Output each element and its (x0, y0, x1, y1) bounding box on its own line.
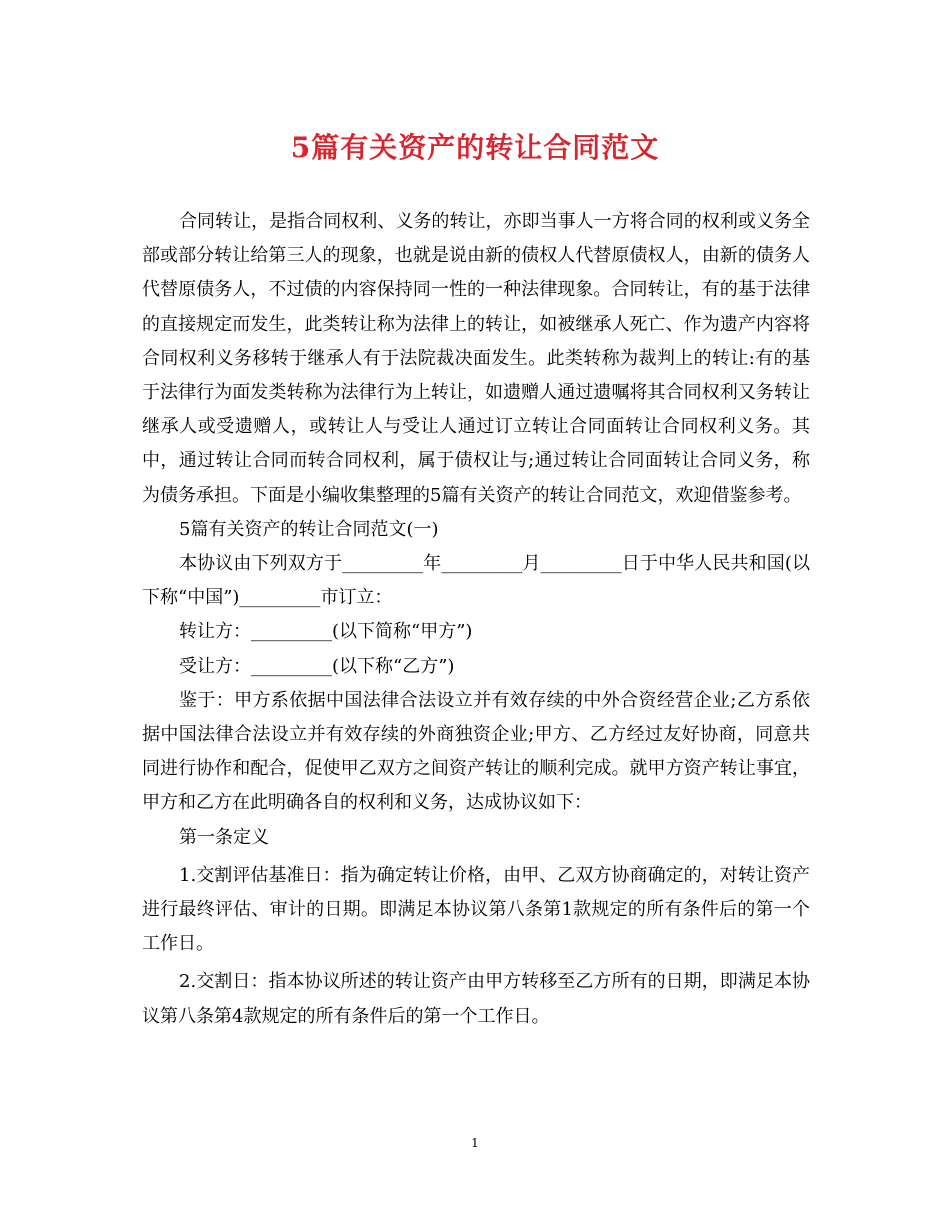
agreement-date-paragraph: 本协议由下列双方于_________年_________月_________日于中华人民共和国(以下称“中国”)_________市订立： (142, 553, 810, 609)
transferee-line: 受让方：_________(以下称“乙方”) (179, 655, 455, 677)
article-one-heading: 第一条定义 (179, 826, 269, 848)
intro-paragraph: 合同转让，是指合同权利、义务的转让，亦即当事人一方将合同的权利或义务全部或部分转让给第三人的现象，也就是说由新的债权人代替原债权人，由新的债务人代替原债务人，不过债的内容保持同一性的一种法律现象。合同转让，有的基于法律的直接规定而发生，此类转让称为法律上的转让，如被继承人死亡、作为遗产内容将合同权利义务移转于继承人有于法院裁决面发生。此类转称为裁判上的转让:有的基于法律行为面发类转称为法律行为上转让，如遗赠人通过遗嘱将其合同权利又务转让继承人或受遗赠人，或转让人与受让人通过订立转让合同面转让合同权利义务。其中，通过转让合同而转合同权利，属于债权让与;通过转让合同面转让合同义务，称为债务承担。下面是小编收集整理的5篇有关资产的转让合同范文，欢迎借鉴参考。 (142, 211, 810, 506)
transferor-line: 转让方：_________(以下简称“甲方”) (179, 621, 473, 643)
whereas-paragraph: 鉴于：甲方系依据中国法律合法设立并有效存续的中外合资经营企业;乙方系依据中国法律合法设立并有效存续的外商独资企业;甲方、乙方经过友好协商，同意共同进行协作和配合，促使甲乙双方之间资产转让的顺利完成。就甲方资产转让事宜，甲方和乙方在此明确各自的权利和义务，达成协议如下： (142, 689, 810, 814)
document-body (142, 205, 810, 1034)
definition-item-2: 2.交割日：指本协议所述的转让资产由甲方转移至乙方所有的日期，即满足本协议第八条第4款规定的所有条件后的第一个工作日。 (142, 971, 810, 1027)
section-heading-one: 5篇有关资产的转让合同范文(一) (179, 518, 439, 540)
document-title: 5篇有关资产的转让合同范文 (290, 131, 660, 164)
definition-item-1: 1.交割评估基准日：指为确定转让价格，由甲、乙双方协商确定的，对转让资产进行最终评估、审计的日期。即满足本协议第八条第1款规定的所有条件后的第一个工作日。 (142, 864, 810, 955)
page-number: 1 (471, 1136, 479, 1150)
